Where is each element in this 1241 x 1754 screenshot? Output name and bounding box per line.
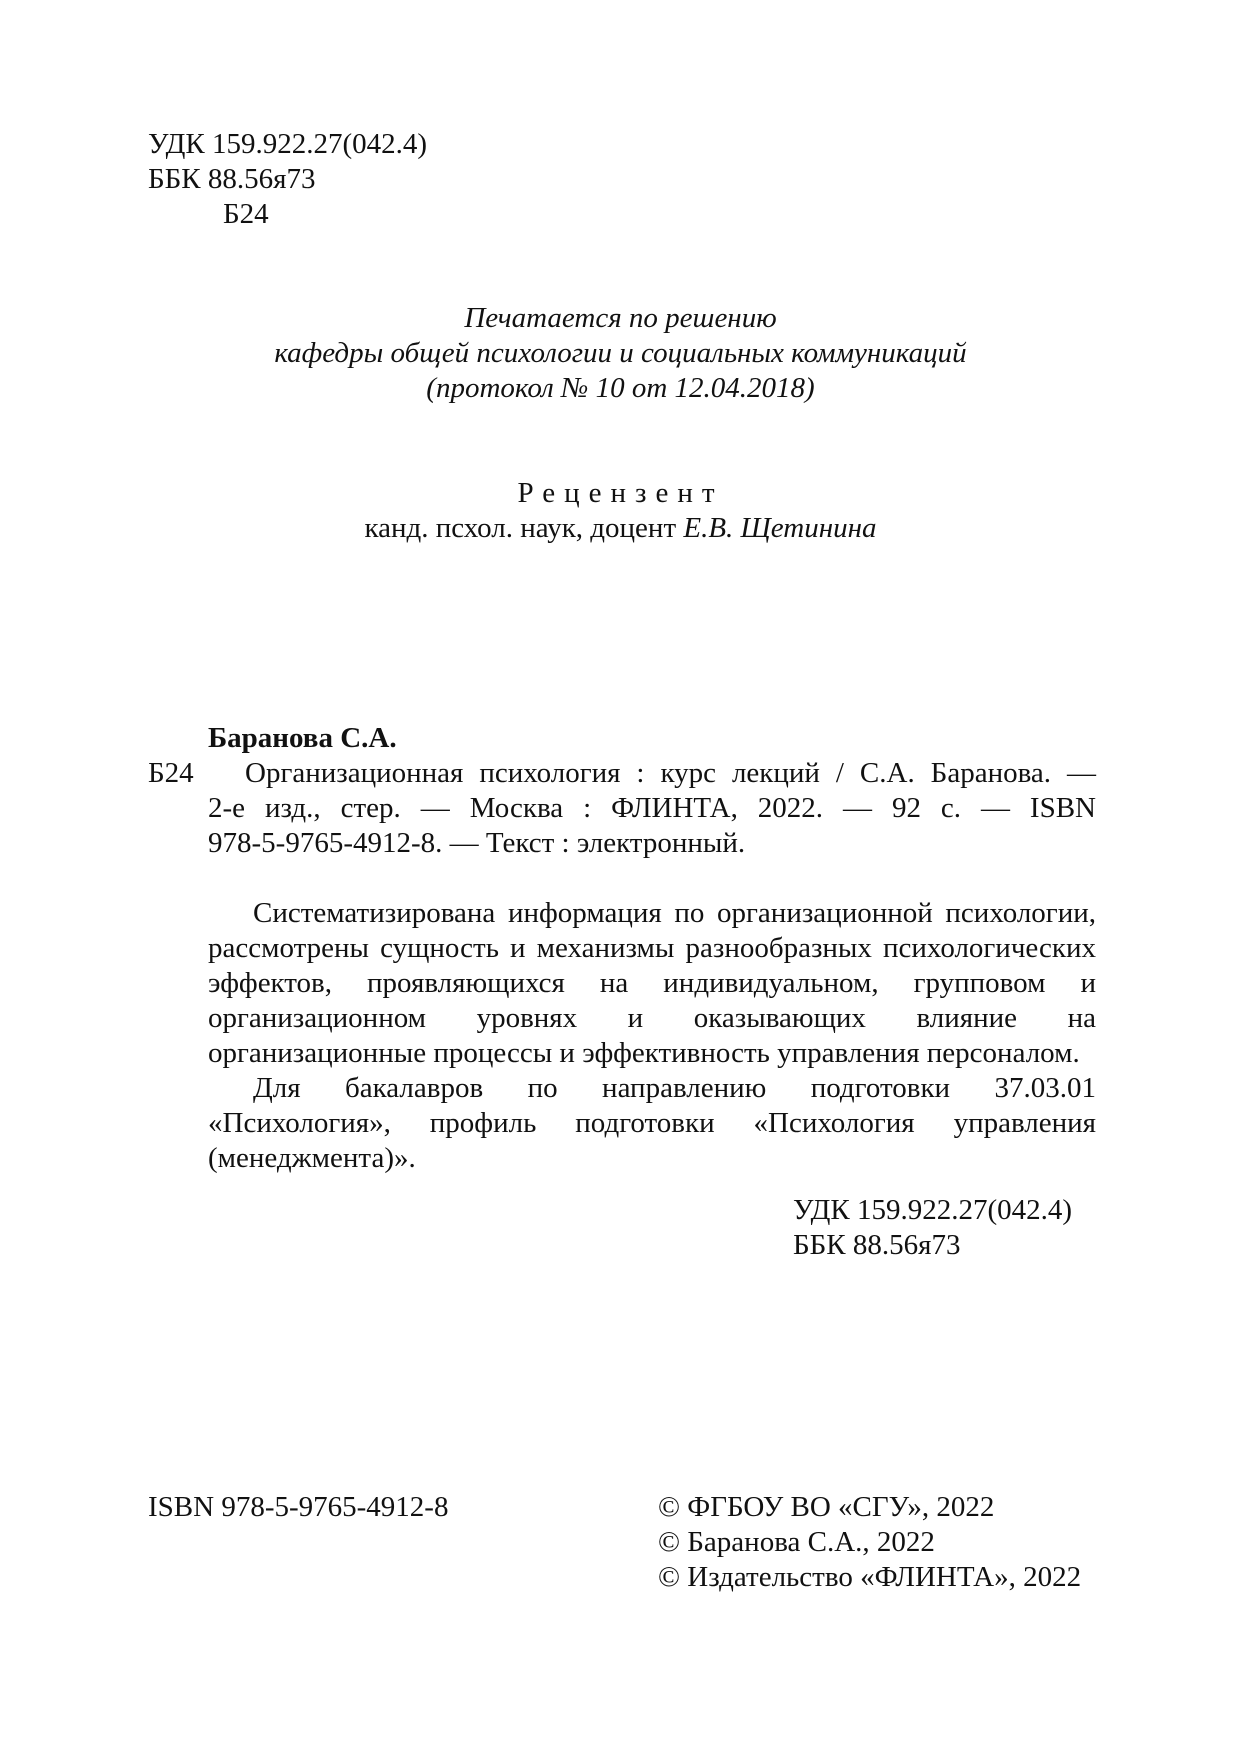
bibliographic-line-2: 2-е изд., стер. — Москва : ФЛИНТА, 2022. — 92 с. — ISBN bbox=[208, 792, 1096, 824]
bibliographic-mark: Б24 bbox=[148, 757, 194, 789]
isbn: ISBN 978-5-9765-4912-8 bbox=[148, 1491, 449, 1523]
annotation-p1-line-1: Систематизирована информация по организационной психологии, bbox=[253, 897, 1096, 929]
bibliographic-line-1: Организационная психология : курс лекций / С.А. Баранова. — bbox=[245, 757, 1096, 789]
reviewer-name: Е.В. Щетинина bbox=[683, 512, 877, 544]
approval-line-3: (протокол № 10 от 12.04.2018) bbox=[426, 372, 815, 404]
reviewer-title: канд. псхол. наук, доцент bbox=[364, 512, 677, 544]
copyright-author: © Баранова С.А., 2022 bbox=[658, 1526, 935, 1558]
approval-line-2: кафедры общей психологии и социальных коммуникаций bbox=[274, 337, 967, 369]
udk-code: УДК 159.922.27(042.4) bbox=[148, 128, 428, 160]
copyright-publisher-university: © ФГБОУ ВО «СГУ», 2022 bbox=[658, 1491, 995, 1523]
bbk-code: ББК 88.56я73 bbox=[148, 163, 316, 195]
copyright-publisher: © Издательство «ФЛИНТА», 2022 bbox=[658, 1561, 1082, 1593]
author-mark: Б24 bbox=[223, 198, 269, 230]
reviewer-line bbox=[0, 511, 1241, 545]
bibliographic-line-3: 978-5-9765-4912-8. — Текст : электронный. bbox=[208, 827, 746, 859]
annotation-p2-line-1: Для бакалавров по направлению подготовки 37.03.01 bbox=[253, 1072, 1096, 1104]
bottom-bbk-code: ББК 88.56я73 bbox=[793, 1229, 961, 1261]
bottom-udk-code: УДК 159.922.27(042.4) bbox=[793, 1194, 1073, 1226]
book-author: Баранова С.А. bbox=[208, 722, 397, 754]
reviewer-heading: Рецензент bbox=[517, 477, 724, 509]
annotation-p1-line-4: организационном уровнях и оказывающих влияние на bbox=[208, 1002, 1096, 1034]
annotation-p1-line-5: организационные процессы и эффективность управления персоналом. bbox=[208, 1037, 1080, 1069]
approval-line-1: Печатается по решению bbox=[464, 302, 777, 334]
annotation-p1-line-2: рассмотрены сущность и механизмы разнообразных психологических bbox=[208, 932, 1096, 964]
annotation-p1-line-3: эффектов, проявляющихся на индивидуальном, групповом и bbox=[208, 967, 1096, 999]
annotation-p2-line-3: (менеджмента)». bbox=[208, 1142, 416, 1174]
annotation-p2-line-2: «Психология», профиль подготовки «Психология управления bbox=[208, 1107, 1096, 1139]
